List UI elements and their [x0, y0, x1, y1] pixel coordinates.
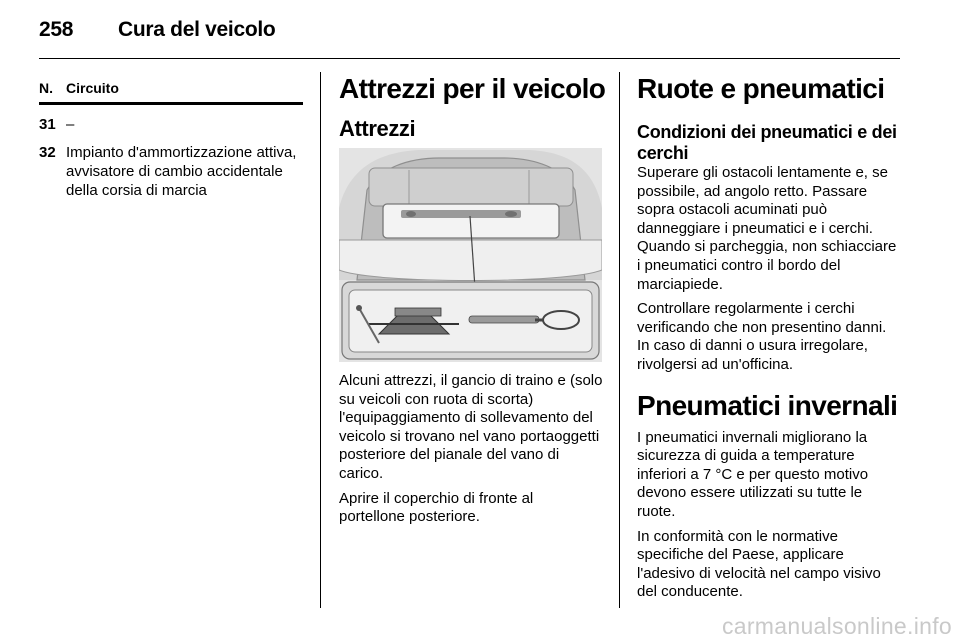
wheels-section	[637, 72, 901, 608]
chapter-title: Cura del veicolo	[118, 18, 276, 41]
subsection-title: Condizioni dei pneumatici e dei cerchi	[637, 122, 897, 163]
paragraph: Controllare regolarmente i cerchi verificando che non presentino danni. In caso di danni o usura irregolare, rivolgersi ad un'officina.	[637, 300, 887, 373]
tool-compartment-illustration	[339, 148, 602, 362]
column-divider	[320, 72, 321, 608]
table-header	[39, 80, 303, 102]
row-text: Impianto d'ammortizzazione attiva, avvisatore di cambio accidentale della corsia di marcia	[66, 144, 297, 199]
row-text: –	[66, 116, 75, 133]
paragraph: Aprire il coperchio di fronte al portellone posteriore.	[339, 489, 534, 526]
paragraph: I pneumatici invernali migliorano la sicurezza di guida a temperature inferiori a 7 °C e per questo motivo devono essere utilizzati su tutte le ruote.	[637, 428, 869, 520]
row-number: 32	[39, 144, 56, 161]
column-header-number: N.	[39, 80, 53, 96]
header-rule	[39, 58, 900, 59]
section-title: Attrezzi per il veicolo	[339, 73, 606, 104]
watermark: carmanualsonline.info	[721, 613, 952, 639]
table-rule	[39, 102, 303, 105]
page-number: 258	[39, 18, 74, 41]
paragraph: Superare gli ostacoli lentamente e, se possibile, ad angolo retto. Passare sopra ostacoli acuminati può danneggiare i pneumatici e i cerchi. Quando si parcheggia, non schiacciare i pneumatici contro il bordo del marciapiede.	[637, 164, 897, 293]
row-number: 31	[39, 116, 56, 133]
column-header-circuit: Circuito	[66, 80, 119, 96]
paragraph: In conformità con le normative specifiche del Paese, applicare l'adesivo di velocità nel campo visivo del conducente.	[637, 527, 881, 601]
paragraph: Alcuni attrezzi, il gancio di traino e (solo su veicoli con ruota di scorta) l'equipaggiamento di sollevamento del veicolo si trovano nel vano portaoggetti posteriore del pianale del vano di carico.	[339, 372, 603, 482]
section-subtitle: Attrezzi	[339, 116, 416, 141]
winter-tyres-title: Pneumatici invernali	[637, 389, 898, 421]
column-divider	[619, 72, 620, 608]
fuse-table	[39, 80, 303, 199]
section-title: Ruote e pneumatici	[637, 73, 885, 104]
